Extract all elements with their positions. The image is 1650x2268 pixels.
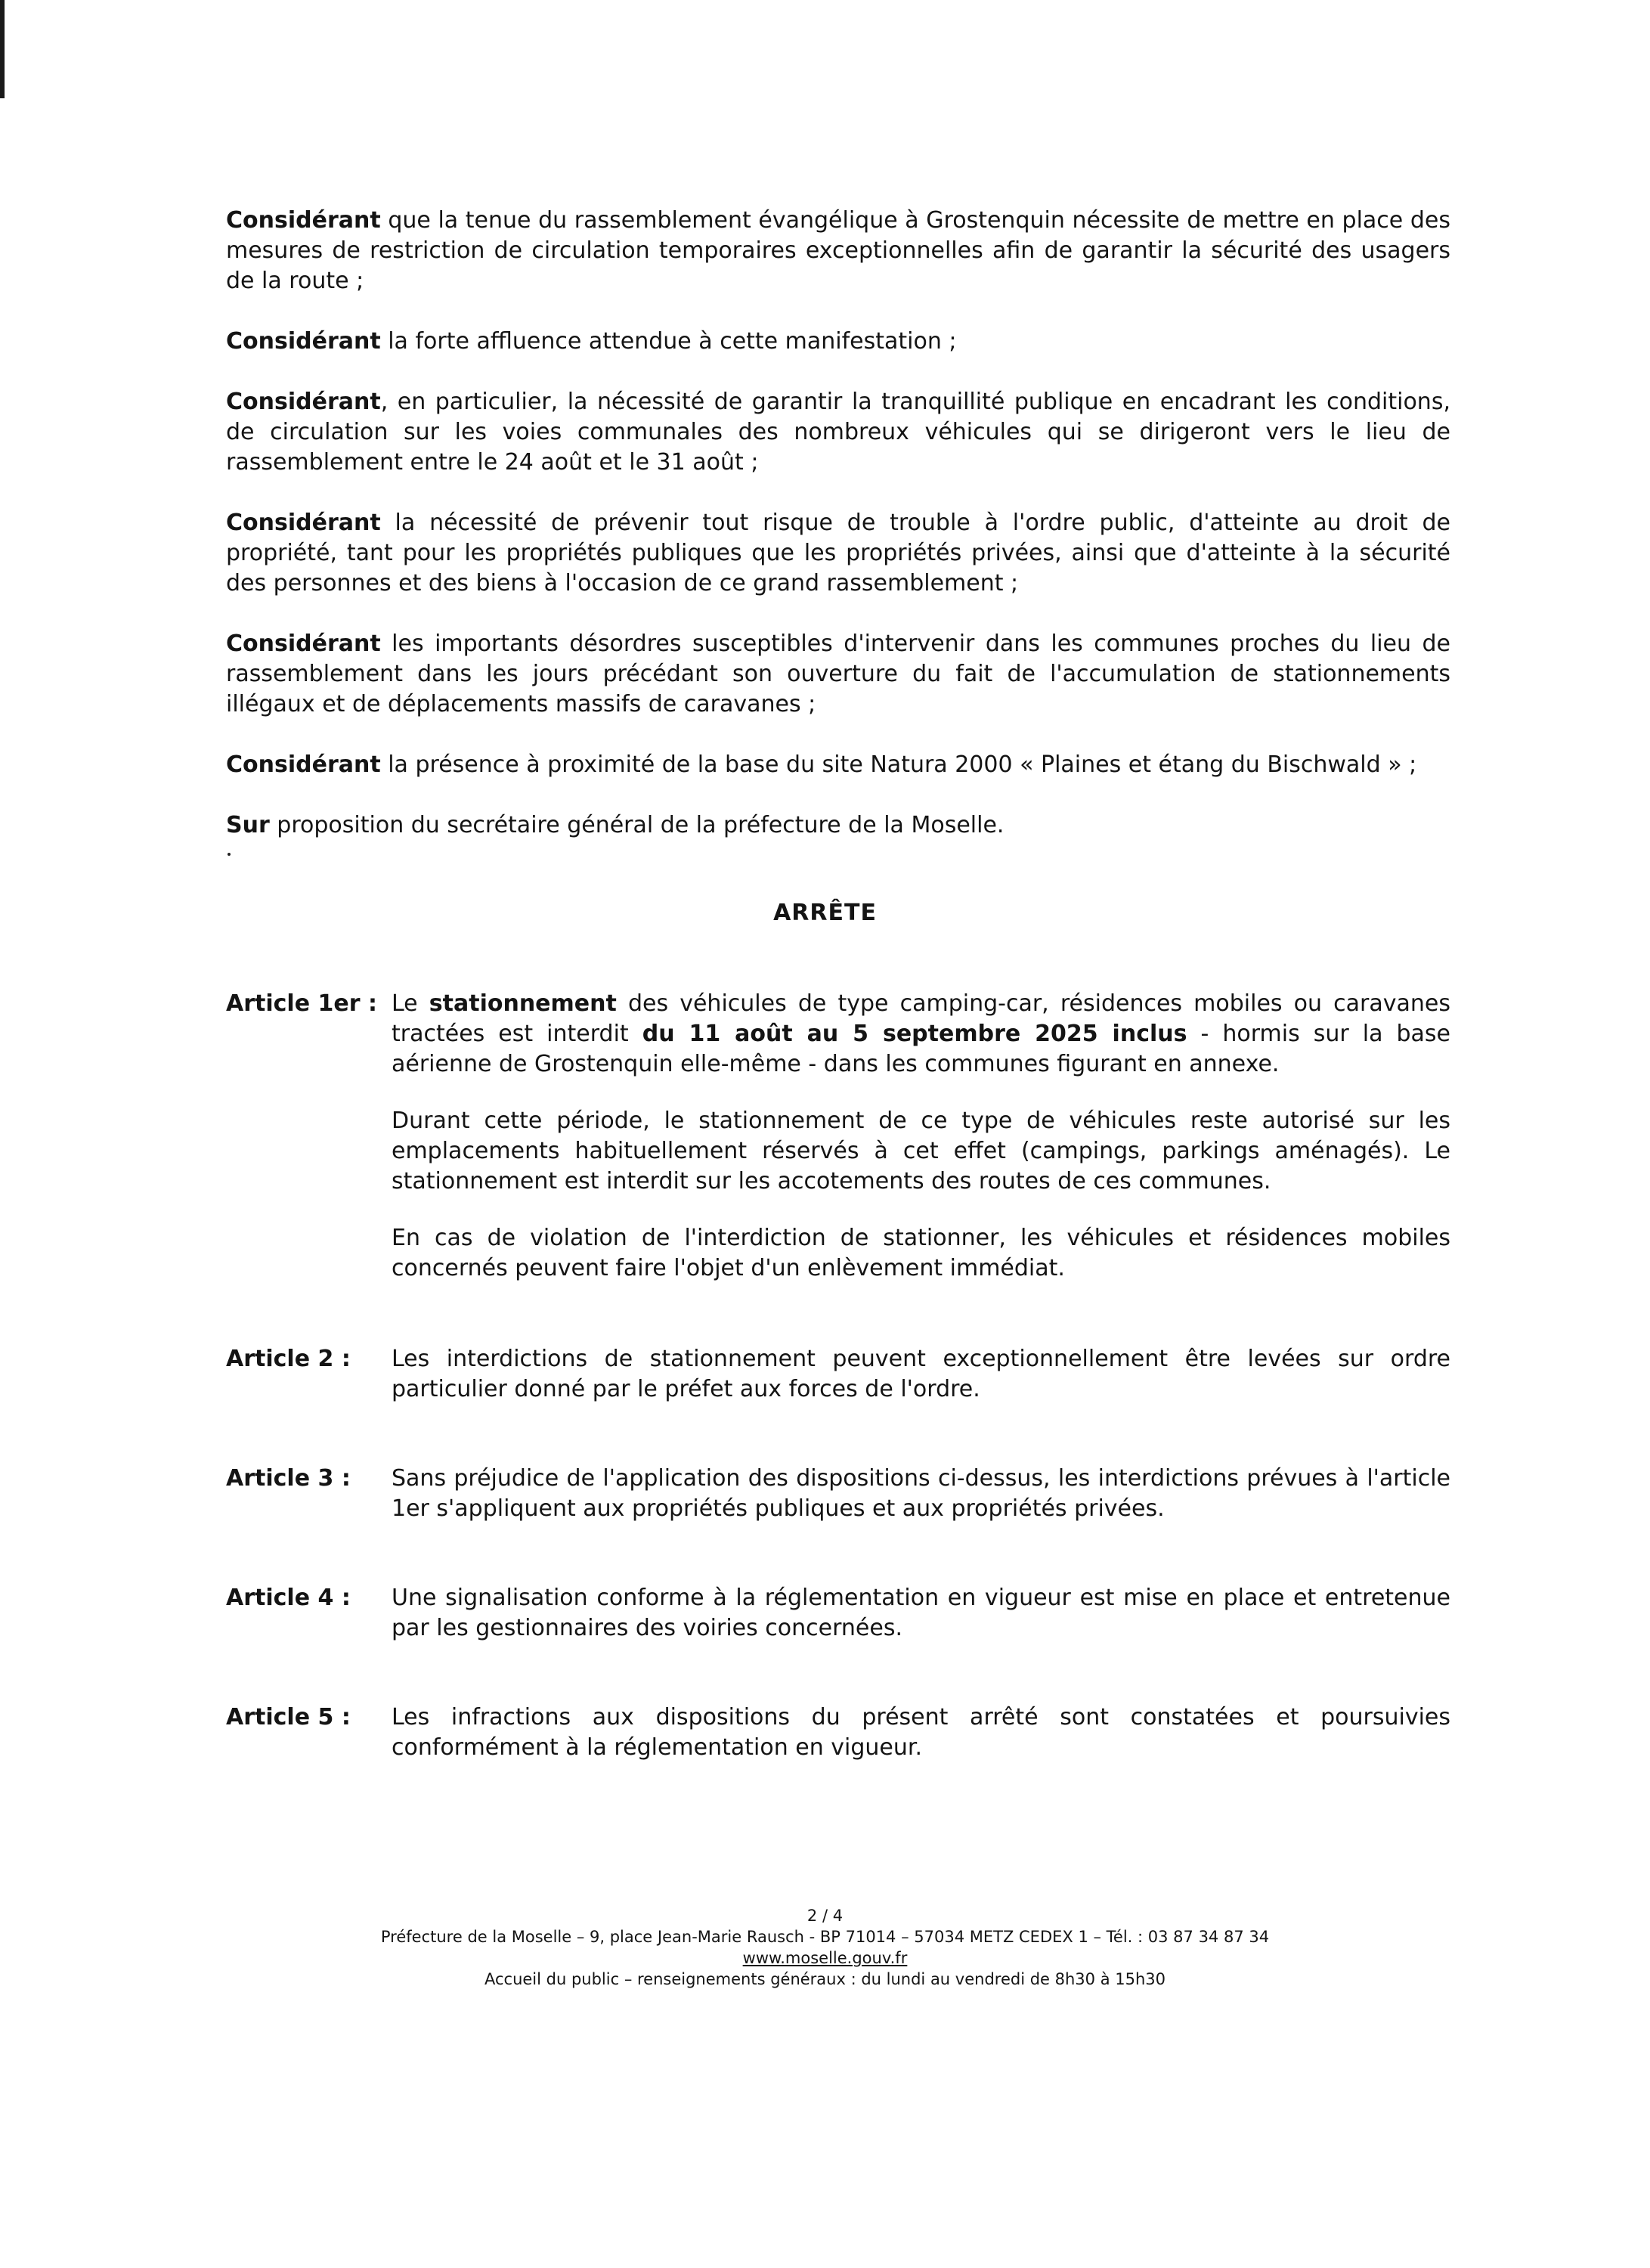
proposition-paragraph	[226, 810, 1450, 841]
scan-edge-mark	[0, 0, 5, 98]
footer-address: Préfecture de la Moselle – 9, place Jean-Marie Rausch - BP 71014 – 57034 METZ CEDEX 1 – Tél. : 03 87 34 87 34	[380, 1928, 1270, 1946]
footer-website-link[interactable]: www.moselle.gouv.fr	[742, 1949, 908, 1967]
page-number: 2 / 4	[806, 1907, 844, 1925]
article-label: Article 2 :	[226, 1346, 351, 1372]
considerant-paragraph	[226, 387, 1450, 478]
considerant-lead: Considérant	[226, 328, 381, 355]
article-text-bold: du 11 août au 5 septembre 2025 inclus	[642, 1021, 1187, 1047]
article-text: Le	[392, 990, 429, 1017]
considerant-paragraph	[226, 327, 1450, 357]
proposition-lead: Sur	[226, 812, 270, 838]
footer-website-line	[0, 1947, 1650, 1969]
considerant-text: que la tenue du rassemblement évangélique à Grostenquin nécessite de mettre en place des mesures de restriction de circulation temporaires exceptionnelles afin de garantir la sécurité des usagers de la route ;	[226, 207, 1450, 294]
article-text: - hormis sur la base aérienne de Grostenquin elle-même - dans les communes figurant en annexe.	[392, 1021, 1450, 1077]
article-text-bold: stationnement	[429, 990, 617, 1017]
article-text: Une signalisation conforme à la réglementation en vigueur est mise en place et entretenue par les gestionnaires des voiries concernées.	[392, 1585, 1450, 1641]
article-1-paragraph-2: Durant cette période, le stationnement de ce type de véhicules reste autorisé sur les emplacements habituellement réservés à cet effet (campings, parkings aménagés). Le stationnement est interdit sur les accotements des routes de ces communes.	[392, 1108, 1450, 1194]
considerant-text: la forte affluence attendue à cette manifestation ;	[380, 328, 957, 355]
article-text: des véhicules de type camping-car, résidences mobiles ou caravanes tractées est interdit	[392, 990, 1450, 1047]
article-1-paragraph-3: En cas de violation de l'interdiction de stationner, les véhicules et résidences mobiles concernés peuvent faire l'objet d'un enlèvement immédiat.	[392, 1225, 1450, 1281]
considerant-lead: Considérant	[226, 631, 381, 657]
considerant-lead: Considérant	[226, 510, 381, 536]
considerant-text: , en particulier, la nécessité de garantir la tranquillité publique en encadrant les conditions, de circulation sur les voies communales des nombreux véhicules qui se dirigeront vers le lieu de rassemblement entre le 24 août et le 31 août ;	[226, 389, 1450, 476]
considerant-paragraph	[226, 206, 1450, 296]
article-text: Sans préjudice de l'application des dispositions ci-dessus, les interdictions prévues à l'article 1er s'appliquent aux propriétés publiques et aux propriétés privées.	[392, 1465, 1450, 1522]
considerant-text: la nécessité de prévenir tout risque de trouble à l'ordre public, d'atteinte au droit de propriété, tant pour les propriétés publiques que les propriétés privées, ainsi que d'atteinte à la sécurité des personnes et des biens à l'occasion de ce grand rassemblement ;	[226, 510, 1450, 596]
article-text: Les infractions aux dispositions du présent arrêté sont constatées et poursuivies conformément à la réglementation en vigueur.	[392, 1704, 1450, 1761]
article-text: Les interdictions de stationnement peuvent exceptionnellement être levées sur ordre particulier donné par le préfet aux forces de l'ordre.	[392, 1346, 1450, 1402]
article-label: Article 5 :	[226, 1704, 351, 1730]
proposition-text: proposition du secrétaire général de la préfecture de la Moselle.	[269, 812, 1005, 838]
considerant-text: la présence à proximité de la base du site Natura 2000 « Plaines et étang du Bischwald » ;	[380, 751, 1417, 778]
footer-hours: Accueil du public – renseignements généraux : du lundi au vendredi de 8h30 à 15h30	[484, 1970, 1166, 1988]
considerant-text: les importants désordres susceptibles d'intervenir dans les communes proches du lieu de rassemblement dans les jours précédant son ouverture du fait de l'accumulation de stationnements illégaux et de déplacements massifs de caravanes ;	[226, 631, 1450, 717]
considerant-lead: Considérant	[226, 751, 381, 778]
considerant-lead: Considérant	[226, 207, 381, 234]
stray-dot	[228, 853, 231, 856]
article-label: Article 3 :	[226, 1465, 351, 1492]
article-label: Article 1er :	[226, 990, 377, 1017]
considerant-paragraph	[226, 508, 1450, 599]
arrete-heading: ARRÊTE	[773, 900, 877, 926]
article-label: Article 4 :	[226, 1585, 351, 1611]
considerant-lead: Considérant	[226, 389, 381, 415]
article-1-paragraph-1	[392, 989, 1450, 1080]
considerant-paragraph	[226, 750, 1450, 780]
considerant-paragraph	[226, 629, 1450, 720]
